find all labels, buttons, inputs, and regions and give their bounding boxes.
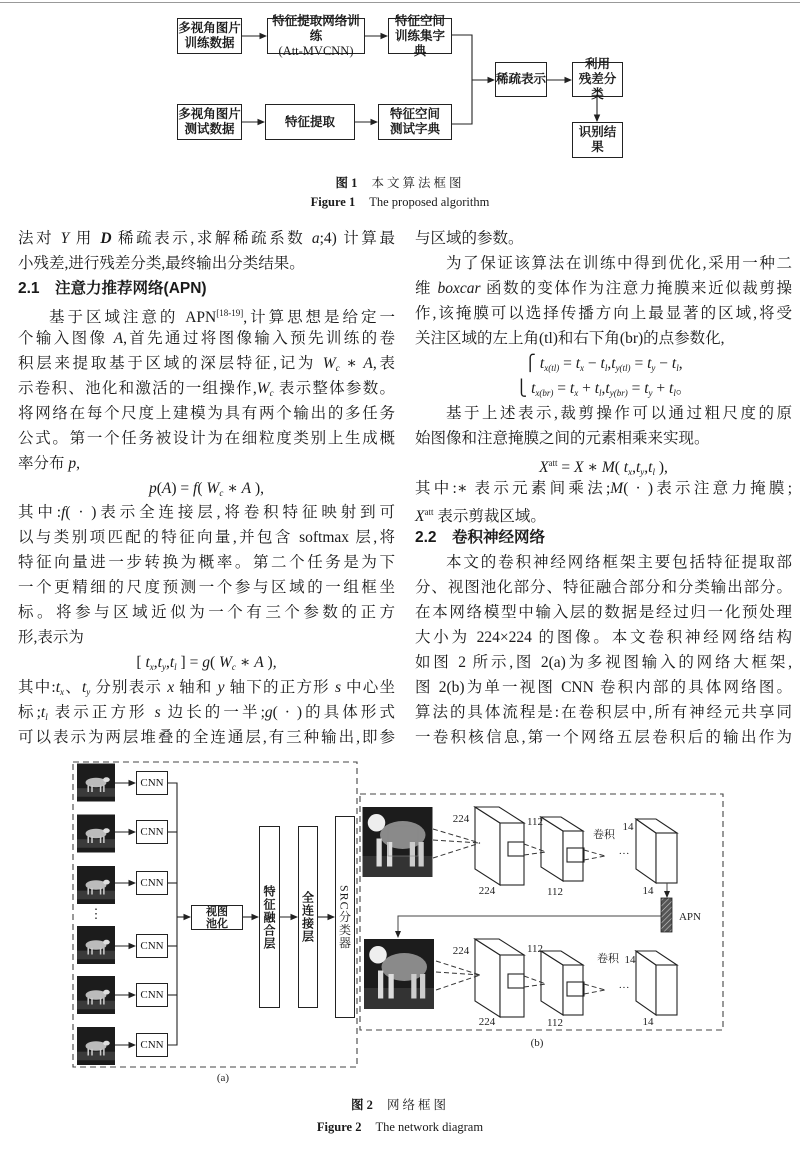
view-image-5 [77, 976, 115, 1014]
text-line [18, 376, 395, 401]
text-segment: ( · )表示注意力掩膜; [623, 479, 792, 497]
text-segment: t [569, 379, 575, 397]
text-segment: 轴和 [174, 679, 218, 697]
size-label: 224 [478, 1016, 496, 1028]
text-segment: t [611, 354, 616, 372]
view-image-2 [77, 815, 115, 853]
text-segment: M [601, 458, 615, 476]
text-segment: , [644, 458, 649, 476]
text-line [18, 525, 395, 550]
figure1-caption-cn [0, 173, 800, 191]
text-segment: y [161, 662, 166, 673]
text-segment: , [601, 379, 606, 397]
view-image-6 [77, 1027, 115, 1065]
cnn-box: CNN [136, 820, 168, 844]
text-segment: 基于区域注意的 APN [49, 308, 217, 326]
text-segment: ( [156, 479, 162, 497]
text-segment: 、 [64, 679, 82, 697]
text-line [18, 351, 395, 376]
text-segment: t [635, 458, 641, 476]
text-segment: t [647, 354, 652, 372]
text-segment: X [539, 458, 549, 476]
formula-line [18, 476, 395, 501]
text-segment: 始图像和注意掩膜之间的元素相乘来实现。 [415, 429, 710, 447]
box-train-network [267, 13, 365, 58]
text-segment: Y [60, 230, 70, 247]
size-label: 224 [478, 885, 496, 897]
text-segment: t [600, 354, 605, 372]
text-segment: W [206, 479, 220, 497]
text-segment: t [669, 379, 674, 397]
box-text: 测试字典 [389, 122, 440, 136]
text-segment: 法对 [18, 230, 61, 247]
text-segment: x [167, 679, 175, 697]
text-segment: x [628, 466, 633, 477]
text-segment: A [161, 479, 172, 497]
text-segment: t [575, 354, 581, 372]
text-segment: x(br) [535, 387, 554, 398]
box-recognition-result [572, 122, 623, 158]
text-segment: 图 2(b)为单一视图 CNN 卷积内部的具体网络图。 [415, 679, 792, 697]
text-segment: 以与类别项匹配的特征向量,并包含 softmax 层,将 [18, 529, 395, 547]
text-segment: 特征向量进一步转换为概率。第二个任务是为下 [18, 554, 395, 572]
text-line [18, 326, 395, 351]
view-image-4 [77, 926, 115, 964]
panel-b-label: (b) [530, 1037, 544, 1049]
text-segment: + [652, 379, 670, 397]
text-line [18, 625, 395, 650]
text-segment: a [311, 230, 320, 247]
text-segment: att [424, 507, 434, 518]
text-segment: t [594, 379, 600, 397]
box-text: 测试数据 [184, 122, 235, 136]
feature-fusion-layer-box [259, 826, 280, 1008]
text-segment: 在本网络模型中输入层的数据是经过归一化预处理 [415, 604, 792, 622]
text-segment: , [153, 654, 158, 672]
text-segment: l [604, 362, 608, 373]
text-line [415, 625, 792, 650]
text-segment: ), [251, 479, 264, 497]
text-line [415, 401, 792, 426]
box-test-data [177, 104, 242, 140]
text-line [18, 675, 395, 700]
text-segment: g [264, 704, 273, 722]
cnn-box: CNN [136, 771, 168, 795]
box-train-dictionary [388, 13, 452, 58]
box-text: 全连接层 [300, 891, 315, 943]
text-segment: ,首先通过将图像输入预先训练的卷 [123, 329, 395, 347]
box-text: 多视角图片 [178, 21, 241, 35]
text-segment: 为了保证该算法在训练中得到优化,采用一种二 [446, 254, 792, 272]
size-label: 14 [622, 821, 634, 833]
figure1-caption-en [0, 195, 800, 210]
text-line [415, 700, 792, 725]
box-text: 训练数据 [184, 36, 235, 50]
text-segment: X [415, 508, 425, 526]
box-sparse-representation [495, 62, 547, 97]
text-segment: 轴下的正方形 [224, 679, 335, 697]
text-segment: 标。将参与区域近似为一个有三个参数的正方 [18, 604, 395, 622]
text-segment: X [574, 458, 584, 476]
text-segment: ) = [171, 479, 194, 497]
text-segment: 稀疏表示,求解稀疏系数 [111, 230, 312, 247]
text-segment: + [578, 379, 595, 397]
text-line [18, 251, 395, 276]
text-segment: g [202, 654, 210, 672]
caption-label: 图 2 [351, 1098, 373, 1112]
text-line [18, 226, 395, 251]
text-segment: = [630, 354, 648, 372]
text-segment: y [86, 687, 91, 698]
figure2-panel-b-frame [90, 794, 724, 1084]
text-segment: A [363, 354, 373, 372]
size-label: 112 [526, 816, 544, 828]
text-segment: ] = [176, 654, 203, 672]
formula-line [415, 351, 792, 376]
box-text: 特征空间 [394, 13, 445, 28]
text-segment: t [145, 654, 150, 672]
text-segment: 积层来提取基于区域的深层特征,记为 [18, 354, 323, 372]
figure2-caption-en [0, 1120, 800, 1135]
text-segment: att [548, 457, 558, 468]
text-segment: A [113, 329, 124, 347]
text-segment: t [55, 679, 61, 697]
ellipsis-label: ··· [618, 982, 630, 994]
formula-line [18, 650, 395, 675]
box-text: 池化 [206, 917, 228, 930]
text-line [18, 401, 395, 426]
view-image-3 [77, 866, 115, 904]
text-segment: 可以表示为两层堆叠的全连通层,有三种输出,即参 [18, 729, 395, 746]
text-segment: l [174, 662, 177, 673]
text-line [415, 251, 792, 276]
text-segment: x [60, 687, 65, 698]
box-text: 特征空间 [389, 107, 440, 121]
text-segment: ( · )表示全连接层,将卷积特征映射到可 [65, 504, 395, 522]
text-segment: 2.2 卷积神经网络 [415, 529, 546, 547]
text-segment: t [623, 458, 629, 476]
panel-a-label: (a) [216, 1072, 230, 1084]
section-heading [415, 525, 792, 550]
text-segment: 其中:∗ 表示元素间乘法; [415, 479, 611, 497]
box-text: SRC分类器 [337, 884, 352, 950]
box-text: 视图 [206, 905, 228, 918]
caption-label: 图 1 [335, 176, 358, 190]
text-segment: boxcar [437, 279, 481, 297]
text-line [18, 700, 395, 725]
text-segment: 。 [675, 379, 692, 397]
text-segment: 如图 2 所示,图 2(a)为多视图输入的网络大框架, [415, 654, 792, 672]
box-text: 稀疏表示 [496, 72, 547, 86]
text-segment: s [334, 679, 341, 697]
text-segment: t [81, 679, 87, 697]
figure2-caption-cn [0, 1095, 800, 1113]
text-segment: W [322, 354, 336, 372]
formula-line [415, 451, 792, 476]
box-text: 特征提取 [284, 114, 335, 129]
box-text: 利用 [584, 57, 610, 71]
text-segment: 关注区域的左上角(tl)和右下角(br)的点参数化, [415, 329, 725, 347]
text-segment: ∗ [223, 479, 242, 497]
section-heading [18, 276, 395, 301]
text-segment: = [553, 379, 570, 397]
caption-text: The proposed algorithm [369, 195, 490, 209]
text-segment: , [165, 654, 170, 672]
text-line [415, 550, 792, 575]
apn-block [661, 898, 672, 932]
text-segment: , [678, 354, 683, 372]
text-segment: 示卷积、池化和激活的一组操作, [18, 379, 257, 397]
box-text: (Att-MVCNN) [278, 43, 354, 58]
text-segment: 一卷积核信息,第一个网络五层卷积后的输出作为 [415, 729, 792, 746]
fully-connected-layer-box [298, 826, 318, 1008]
text-line [18, 500, 395, 525]
text-segment: l [676, 362, 679, 373]
text-segment: 大小为 224×224 的图像。本文卷积神经网络结构 [415, 629, 792, 647]
src-classifier-box [335, 816, 355, 1018]
text-segment: 本文的卷积神经网络框架主要包括特征提取部 [446, 554, 792, 572]
input-image-top [363, 807, 433, 877]
text-segment: 2.1 注意力推荐网络(APN) [18, 279, 207, 297]
conv-label: 卷积 [593, 829, 615, 841]
text-segment: , [76, 454, 81, 472]
text-line [415, 476, 792, 501]
text-segment: ,表 [372, 354, 395, 372]
text-segment: W [218, 654, 232, 672]
text-segment: t [157, 654, 162, 672]
text-segment: ( · )的具体形式 [272, 704, 395, 722]
text-segment: 率分布 [18, 454, 69, 472]
text-segment: , [607, 354, 612, 372]
text-segment: 分、视图池化部分、特征融合部分和分类输出部分。 [415, 579, 792, 597]
input-image-cropped [364, 939, 434, 1009]
text-segment: , [632, 458, 636, 476]
text-segment: M [610, 479, 624, 497]
text-line [415, 725, 792, 750]
text-segment: s [154, 704, 161, 722]
box-feature-extract [265, 104, 355, 140]
size-label: 224 [452, 945, 470, 957]
text-line [18, 725, 395, 750]
size-label: 14 [642, 885, 654, 897]
text-line [18, 575, 395, 600]
text-segment: ), [263, 654, 277, 672]
text-segment: t [40, 704, 46, 722]
size-label: 224 [452, 813, 470, 825]
text-segment: y [640, 466, 645, 477]
text-segment: l [45, 712, 48, 723]
ellipsis-label: ··· [618, 848, 630, 860]
text-line [415, 301, 792, 326]
text-segment: − [584, 354, 601, 372]
view-image-1 [77, 764, 115, 802]
text-segment: = [557, 458, 575, 476]
text-segment: x [574, 387, 579, 398]
text-segment: 作,该掩膜可以选择传播方向上最显著的区域,将受 [415, 304, 792, 322]
text-segment: f [193, 479, 198, 497]
text-segment: ∗ [235, 654, 255, 672]
size-label: 14 [642, 1016, 654, 1028]
view-pooling-box [191, 905, 243, 930]
box-test-dictionary [378, 104, 452, 140]
text-segment: 维 [415, 279, 438, 297]
text-segment: D [100, 230, 112, 247]
text-line [415, 600, 792, 625]
text-segment: A [241, 479, 252, 497]
text-line [415, 675, 792, 700]
text-segment: 个输入图像 [18, 329, 114, 347]
text-segment: y [217, 679, 225, 697]
caption-label: Figure 2 [316, 1120, 362, 1134]
text-segment: = [559, 354, 576, 372]
text-segment: = [627, 379, 645, 397]
formula-line [415, 376, 792, 401]
text-segment: 算法的具体流程是:在卷积层中,所有神经元共享同 [415, 704, 792, 722]
text-segment: y(br) [609, 387, 628, 398]
text-segment: 形,表示为 [18, 629, 84, 647]
text-segment: t [169, 654, 175, 672]
text-line [415, 650, 792, 675]
box-train-data [177, 18, 242, 54]
text-segment: 表示正方形 [47, 704, 155, 722]
caption-label: Figure 1 [310, 195, 356, 209]
text-segment: t [648, 458, 653, 476]
text-segment: ⎧ [524, 354, 540, 372]
text-segment: ∗ [339, 354, 364, 372]
text-segment: 分别表示 [90, 679, 168, 697]
text-segment: c [231, 662, 236, 673]
text-segment: [ [136, 654, 146, 672]
cnn-box: CNN [136, 1033, 168, 1057]
text-segment: l [599, 387, 602, 398]
text-line [18, 451, 395, 476]
text-segment: 小残差,进行残差分类,最终输出分类结果。 [18, 254, 305, 272]
text-segment: x [149, 662, 154, 673]
box-text: 识别结果 [578, 125, 617, 154]
caption-text: 网络框图 [386, 1098, 449, 1112]
text-line [18, 426, 395, 451]
text-line [415, 575, 792, 600]
text-segment: ( [197, 479, 207, 497]
box-text: 特征提取网络训练 [272, 13, 360, 43]
text-segment: y(tl) [615, 362, 631, 373]
text-segment: 标; [18, 704, 41, 722]
cnn-box: CNN [136, 983, 168, 1007]
text-segment: A [254, 654, 264, 672]
text-segment: l [673, 387, 676, 398]
text-segment: ( [614, 458, 624, 476]
text-segment: x(tl) [544, 362, 560, 373]
text-segment: 一个更精细的尺度预测一个参与区域的一组框坐 [18, 579, 395, 597]
text-segment: ), [654, 458, 668, 476]
text-segment: 用 [69, 230, 101, 247]
size-label: 14 [624, 954, 636, 966]
box-text: 多视角图片 [178, 107, 241, 121]
more-views-ellipsis: ⋮ [89, 906, 103, 921]
text-segment: ;4) 计算最 [319, 230, 395, 247]
caption-text: 本文算法框图 [371, 176, 465, 190]
text-segment: t [531, 379, 536, 397]
text-segment: 中心坐 [340, 679, 395, 697]
text-segment: ,计算思想是给定一 [243, 308, 395, 326]
text-segment: 其中: [18, 504, 62, 522]
box-text: 特征融合层 [262, 884, 276, 950]
text-segment: c [335, 362, 340, 373]
text-segment: x [580, 362, 585, 373]
text-segment: f [61, 504, 66, 522]
text-segment: 基于上述表示,裁剪操作可以通过粗尺度的原 [446, 404, 792, 422]
text-line [18, 600, 395, 625]
text-line [415, 326, 792, 351]
text-line [415, 226, 792, 251]
text-segment: 公式。第一个任务被设计为在细粒度类别上生成概 [18, 429, 395, 447]
conv-label: 卷积 [597, 953, 619, 965]
cnn-box: CNN [136, 871, 168, 895]
apn-label: APN [678, 911, 702, 923]
text-segment: p [148, 479, 157, 497]
text-segment: c [269, 387, 274, 398]
caption-text: The network diagram [375, 1120, 484, 1134]
text-segment: p [68, 454, 77, 472]
text-segment: W [256, 379, 270, 397]
text-line [18, 301, 395, 326]
text-segment: t [644, 379, 649, 397]
cnn-box: CNN [136, 934, 168, 958]
text-segment: [18-19] [216, 307, 244, 318]
text-segment: l [652, 466, 655, 477]
text-segment: t [539, 354, 545, 372]
box-text: 训练集字典 [394, 28, 445, 58]
text-line [415, 426, 792, 451]
text-segment: 其中: [18, 679, 56, 697]
size-label: 112 [546, 1017, 564, 1029]
size-label: 112 [546, 886, 564, 898]
text-segment: y [648, 387, 653, 398]
text-segment: c [219, 487, 224, 498]
text-segment: − [655, 354, 672, 372]
text-segment: y [651, 362, 656, 373]
size-label: 112 [526, 943, 544, 955]
text-segment: 将网络在每个尺度上建模为具有两个输出的多任务 [18, 404, 395, 422]
text-segment: ( [209, 654, 219, 672]
text-segment: ⎩ [515, 379, 532, 397]
text-segment: 表示整体参数。 [273, 379, 395, 397]
box-text: 残差分类 [578, 72, 617, 101]
text-line [18, 550, 395, 575]
text-segment: t [671, 354, 677, 372]
text-segment: 边长的一半; [160, 704, 265, 722]
text-line [415, 500, 792, 525]
text-segment: t [605, 379, 610, 397]
text-segment: 表示剪裁区域。 [433, 508, 546, 526]
text-segment: 与区域的参数。 [415, 230, 524, 247]
text-line [415, 276, 792, 301]
text-segment: ∗ [583, 458, 602, 476]
text-segment: 函数的变体作为注意力掩膜来近似裁剪操 [480, 279, 792, 297]
box-residual-classification [572, 57, 623, 101]
